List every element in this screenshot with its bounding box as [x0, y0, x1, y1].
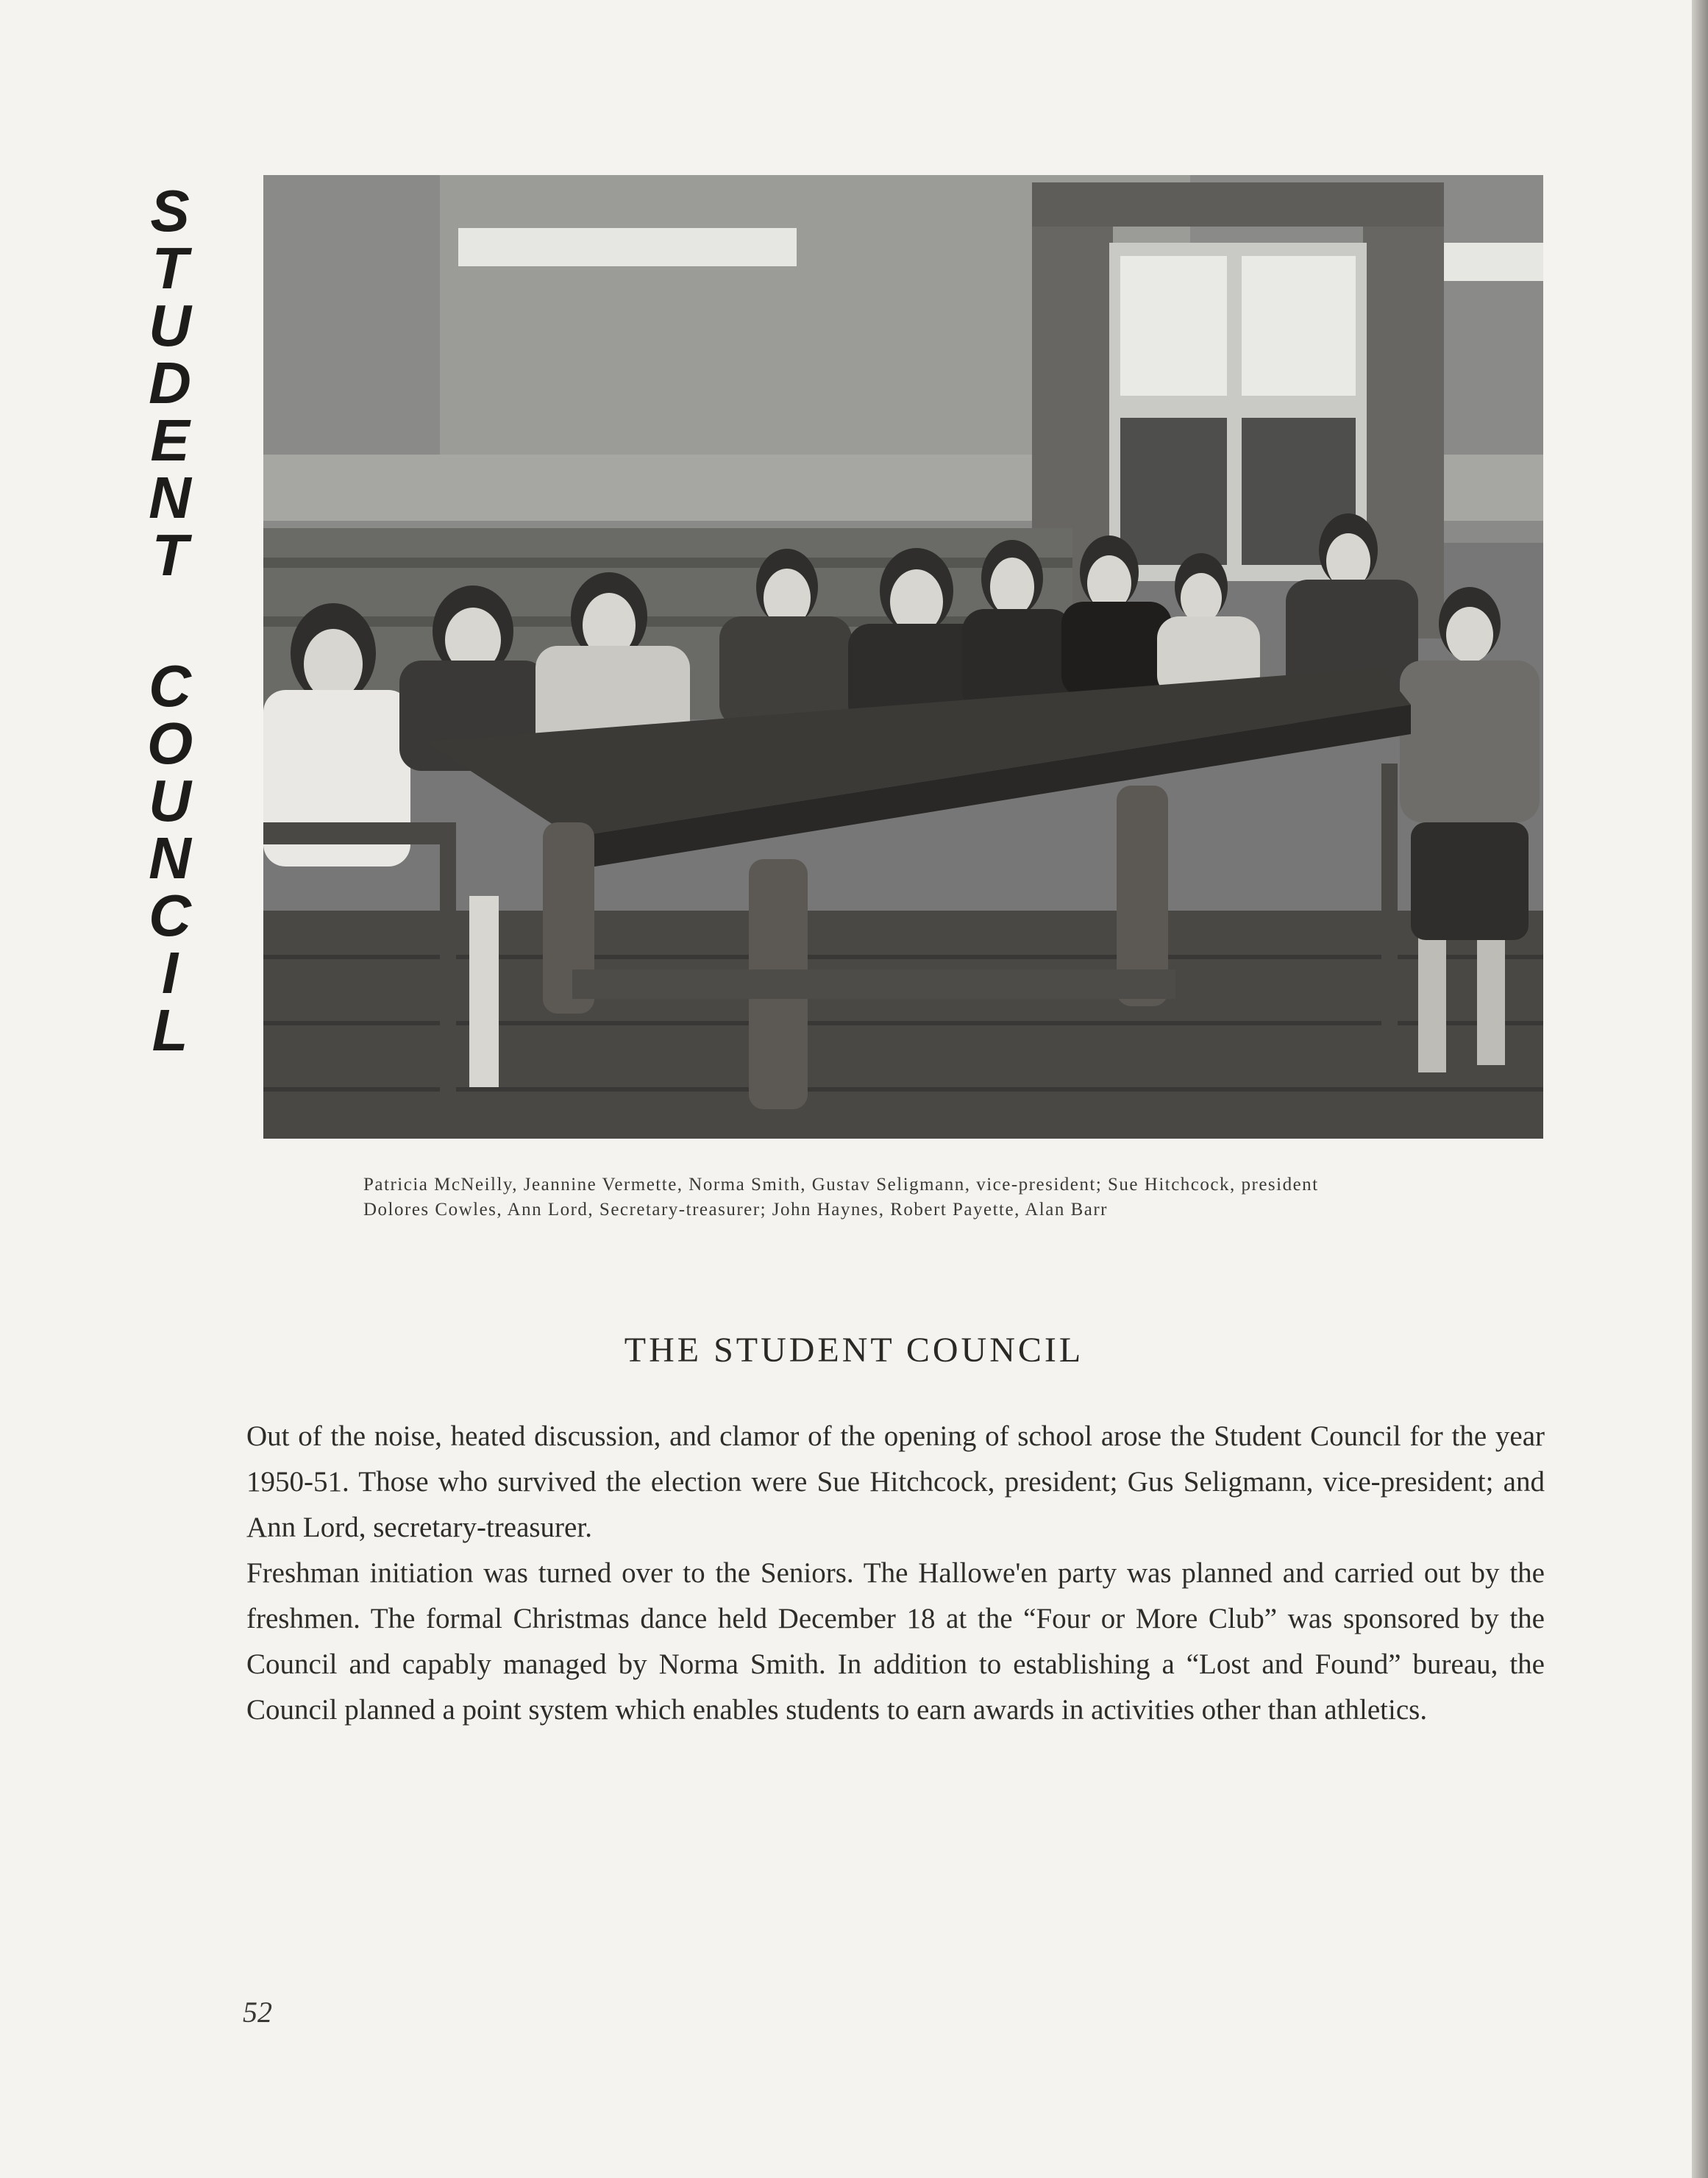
paragraph: Out of the noise, heated discussion, and clamor of the opening of school arose the Student Council for the year 1950-51. Those who survived the election were Sue Hitchcock, president; Gus Seligmann, vice-president; and Ann Lord, secretary-treasurer.: [246, 1420, 1545, 1543]
title-letter: T: [152, 235, 188, 301]
title-letter: C: [149, 883, 191, 948]
title-letter: U: [149, 293, 191, 358]
photo-caption: [363, 1172, 1467, 1223]
title-letter: D: [149, 350, 191, 416]
group-photo: [263, 175, 1543, 1139]
title-letter: L: [152, 997, 188, 1063]
vertical-title: [137, 178, 203, 1063]
paragraph: Freshman initiation was turned over to the Seniors. The Hallowe'en party was planned and carried out by the freshmen. The formal Christmas dance held December 18 at the “Four or More Club” was sponsored by the Council and capably managed by Norma Smith. In addition to establishing a “Lost and Found” bureau, the Council planned a point system which enables students to earn awards in activities other than athletics.: [246, 1557, 1545, 1726]
page-number: 52: [243, 1996, 272, 2029]
title-letter: E: [150, 408, 190, 473]
caption-line: Patricia McNeilly, Jeannine Vermette, Norma Smith, Gustav Seligmann, vice-president; Sue Hitchcock, president: [363, 1175, 1319, 1195]
title-letter: O: [146, 711, 193, 776]
page-edge: [1692, 0, 1708, 2178]
article-body: [246, 1414, 1545, 1733]
title-letter: S: [150, 178, 190, 243]
title-letter: C: [149, 653, 191, 719]
title-letter: I: [161, 940, 179, 1006]
title-letter: T: [152, 522, 188, 588]
title-letter: N: [149, 465, 191, 530]
group-photo-illustration: [263, 175, 1543, 1139]
title-gap: [137, 584, 203, 658]
title-letter: U: [149, 768, 191, 833]
article-heading: THE STUDENT COUNCIL: [624, 1331, 1084, 1370]
caption-line: Dolores Cowles, Ann Lord, Secretary-treasurer; John Haynes, Robert Payette, Alan Barr: [363, 1200, 1108, 1220]
title-letter: N: [149, 825, 191, 891]
